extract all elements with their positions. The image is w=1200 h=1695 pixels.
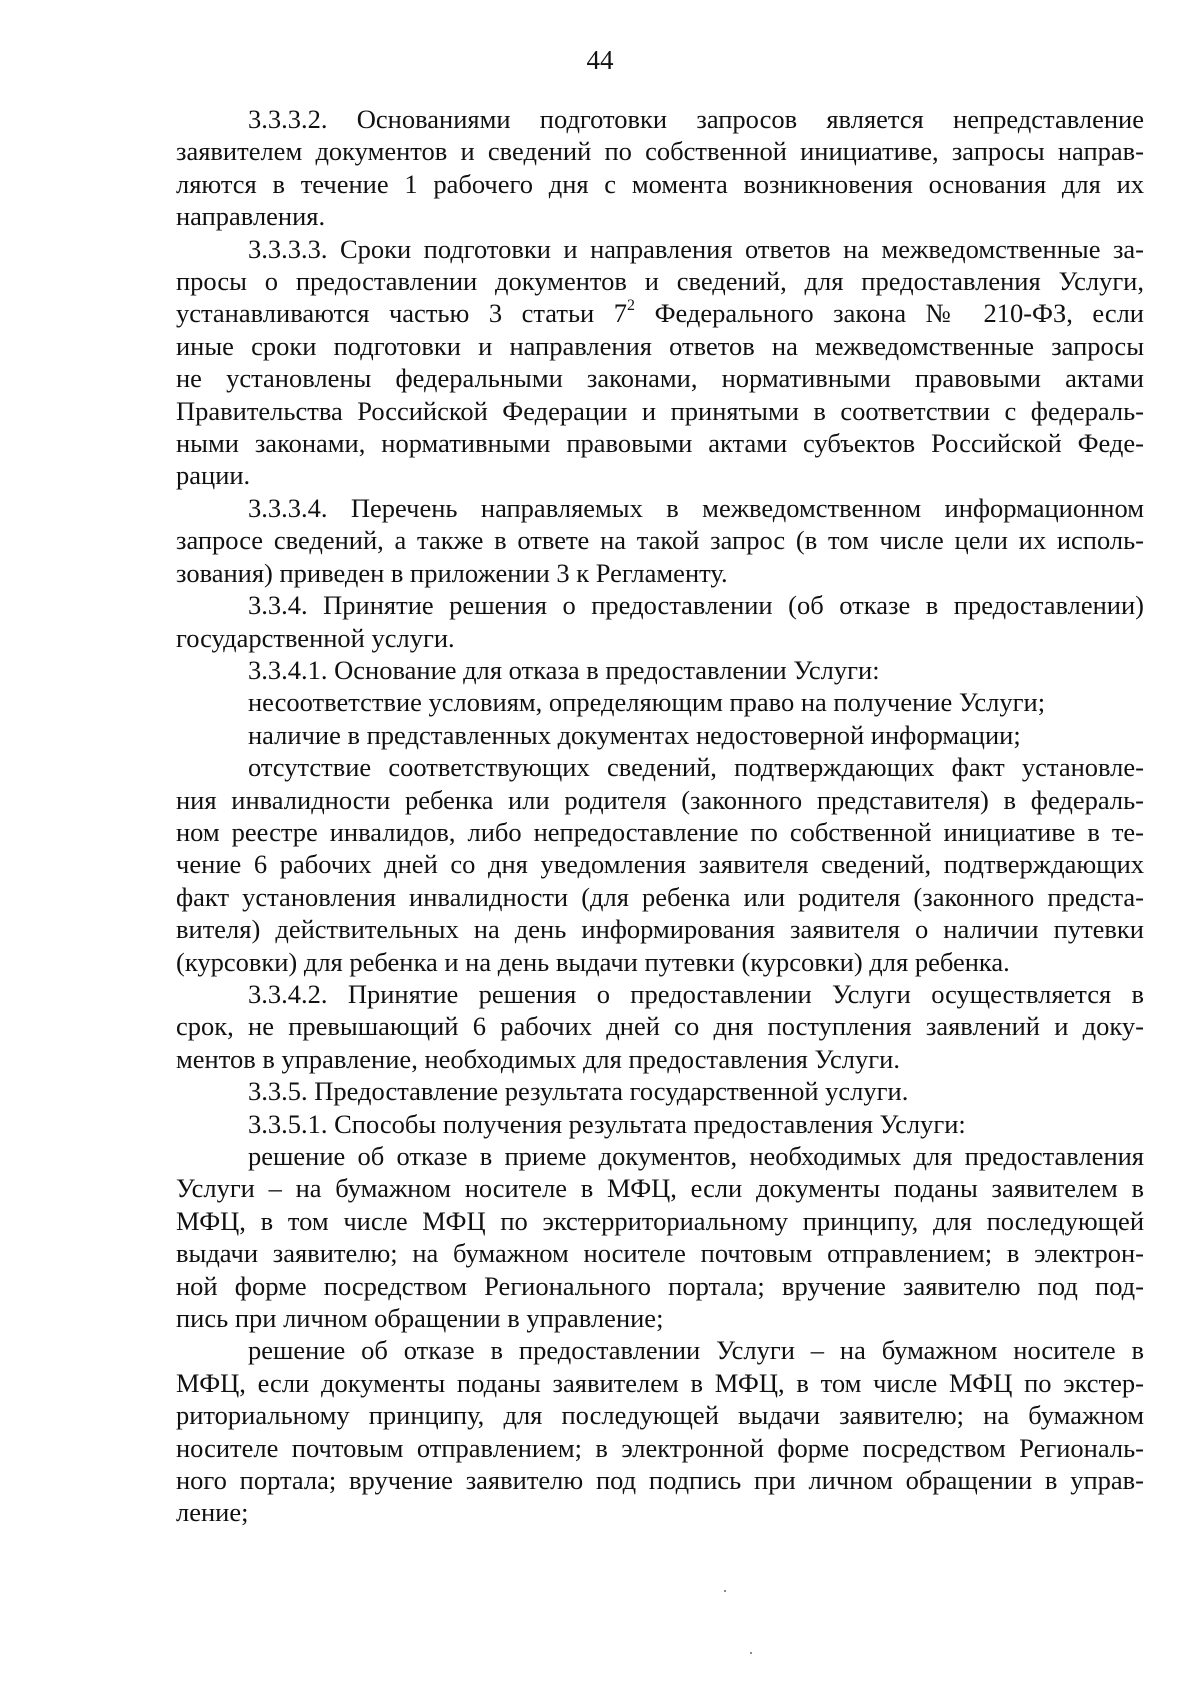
paragraph-3-3-5-1 bbox=[176, 1108, 1144, 1140]
text-line: МФЦ, если документы поданы заявителем в МФЦ, в том числе МФЦ по экстер- bbox=[176, 1367, 1144, 1398]
text-line: 3.3.4.2. Принятие решения о предоставлении Услуги осуществляется в bbox=[248, 978, 1144, 1009]
text-line: рации. bbox=[176, 460, 251, 491]
text-line: ляются в течение 1 рабочего дня с момента возникновения основания для их bbox=[176, 168, 1144, 199]
text-line: ными законами, нормативными правовыми актами субъектов Российской Феде- bbox=[176, 428, 1144, 459]
text-line: срок, не превышающий 6 рабочих дней со дня поступления заявлений и доку- bbox=[176, 1011, 1144, 1042]
text-line: решение об отказе в приеме документов, необходимых для предоставления bbox=[248, 1141, 1144, 1171]
scan-speck bbox=[750, 1652, 752, 1654]
text-line: ния инвалидности ребенка или родителя (законного представителя) в федераль- bbox=[176, 784, 1144, 815]
paragraph-3-3-3-2 bbox=[176, 103, 1144, 233]
text-line: государственной услуги. bbox=[176, 622, 455, 653]
list-item-ground-1 bbox=[176, 686, 1144, 718]
page-number: 44 bbox=[586, 45, 614, 75]
paragraph-3-3-3-4 bbox=[176, 492, 1144, 589]
text-line: выдачи заявителю; на бумажном носителе почтовым отправлением; в электрон- bbox=[176, 1238, 1144, 1269]
text-line: вителя) действительных на день информирования заявителя о наличии путевки bbox=[176, 914, 1144, 945]
text-line: чение 6 рабочих дней со дня уведомления заявителя сведений, подтверждающих bbox=[176, 849, 1144, 880]
text-segment: Федерального закона № 210-ФЗ, если bbox=[635, 298, 1144, 329]
text-line: наличие в представленных документах недостоверной информации; bbox=[248, 719, 1021, 750]
superscript: 2 bbox=[627, 297, 636, 315]
paragraph-3-3-4 bbox=[176, 589, 1144, 654]
text-line: заявителем документов и сведений по собственной инициативе, запросы направ- bbox=[176, 136, 1144, 167]
text-line: ного портала; вручение заявителю под подпись при личном обращении в управ- bbox=[176, 1465, 1144, 1496]
list-item-ground-2 bbox=[176, 719, 1144, 751]
text-line: несоответствие условиям, определяющим право на получение Услуги; bbox=[248, 687, 1046, 718]
paragraph-3-3-3-3 bbox=[176, 233, 1144, 492]
paragraph-3-3-4-2 bbox=[176, 978, 1144, 1075]
text-line: ном реестре инвалидов, либо непредоставление по собственной инициативе в те- bbox=[176, 816, 1144, 847]
document-body bbox=[176, 103, 1144, 1529]
text-line: 3.3.4. Принятие решения о предоставлении (об отказе в предоставлении) bbox=[248, 590, 1144, 621]
text-line: пись при личном обращении в управление; bbox=[176, 1303, 664, 1334]
list-item-result-1 bbox=[176, 1140, 1144, 1334]
text-line: 3.3.3.4. Перечень направляемых в межведомственном информационном bbox=[248, 492, 1144, 523]
text-segment: устанавливаются частью 3 статьи 7 bbox=[176, 298, 628, 329]
text-line: 3.3.3.2. Основаниями подготовки запросов является непредставление bbox=[248, 104, 1144, 134]
text-line: Правительства Российской Федерации и принятыми в соответствии с федераль- bbox=[176, 395, 1144, 426]
text-line: ление; bbox=[176, 1497, 249, 1528]
text-line: 3.3.5.1. Способы получения результата предоставления Услуги: bbox=[248, 1108, 966, 1139]
list-item-result-2 bbox=[176, 1334, 1144, 1528]
text-line-with-superscript bbox=[176, 297, 1144, 329]
text-line: Услуги – на бумажном носителе в МФЦ, если документы поданы заявителем в bbox=[176, 1173, 1144, 1204]
text-line: ной форме посредством Регионального портала; вручение заявителю под под- bbox=[176, 1270, 1144, 1301]
text-line: 3.3.5. Предоставление результата государственной услуги. bbox=[248, 1076, 909, 1107]
text-line: зования) приведен в приложении 3 к Регламенту. bbox=[176, 557, 728, 588]
text-line: МФЦ, в том числе МФЦ по экстерриториальному принципу, для последующей bbox=[176, 1205, 1144, 1236]
text-line: просы о предоставлении документов и сведений, для предоставления Услуги, bbox=[176, 266, 1144, 297]
text-line: иные сроки подготовки и направления ответов на межведомственные запросы bbox=[176, 330, 1144, 361]
text-line: факт установления инвалидности (для ребенка или родителя (законного предста- bbox=[176, 881, 1144, 912]
paragraph-3-3-5 bbox=[176, 1075, 1144, 1107]
text-line: направления. bbox=[176, 201, 326, 232]
text-line: запросе сведений, а также в ответе на такой запрос (в том числе цели их исполь- bbox=[176, 525, 1144, 556]
text-line: носителе почтовым отправлением; в электронной форме посредством Региональ- bbox=[176, 1432, 1144, 1463]
text-line: отсутствие соответствующих сведений, подтверждающих факт установле- bbox=[248, 752, 1144, 783]
text-line: ментов в управление, необходимых для предоставления Услуги. bbox=[176, 1043, 900, 1074]
text-line: (курсовки) для ребенка и на день выдачи путевки (курсовки) для ребенка. bbox=[176, 946, 1010, 977]
paragraph-3-3-4-1 bbox=[176, 654, 1144, 686]
text-line: 3.3.4.1. Основание для отказа в предоставлении Услуги: bbox=[248, 654, 880, 685]
list-item-ground-3 bbox=[176, 751, 1144, 978]
text-line: риториальному принципу, для последующей выдачи заявителю; на бумажном bbox=[176, 1400, 1144, 1431]
text-line: решение об отказе в предоставлении Услуги – на бумажном носителе в bbox=[248, 1335, 1144, 1366]
text-line: 3.3.3.3. Сроки подготовки и направления ответов на межведомственные за- bbox=[248, 233, 1144, 264]
scan-speck bbox=[724, 1590, 726, 1592]
text-line: не установлены федеральными законами, нормативными правовыми актами bbox=[176, 363, 1144, 394]
